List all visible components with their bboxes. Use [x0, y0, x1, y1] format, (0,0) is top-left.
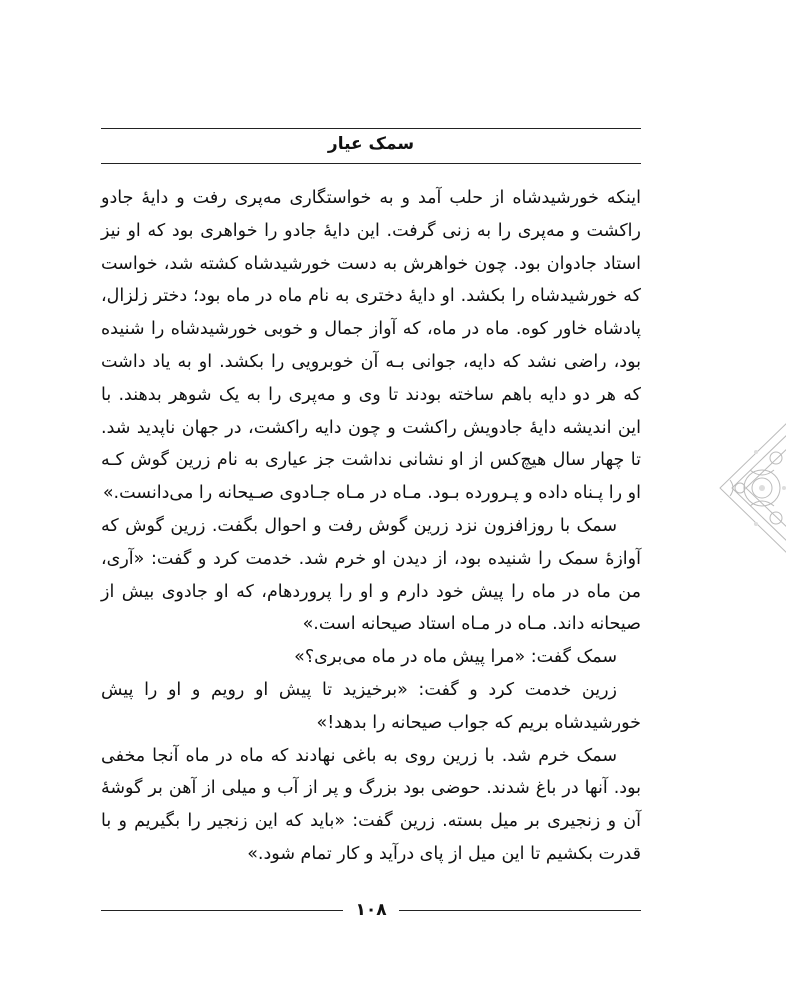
- header-top-rule: [101, 128, 641, 129]
- running-header-title: سمک عیار: [327, 134, 415, 154]
- footer-right-rule: [399, 910, 641, 911]
- decorative-ornament-icon: [700, 418, 786, 558]
- header-bottom-rule: [101, 163, 641, 164]
- page-footer: [101, 898, 641, 922]
- paragraph-4: زرین خدمت کرد و گفت: «برخیزید تا پیش او رویم و او را پیش خورشیدشاه بریم که جواب صیحانه را بدهد!»: [101, 679, 641, 733]
- paragraph-1: اینکه خورشیدشاه از حلب آمد و به خواستگاری مه‌پری رفت و دایهٔ جادو راکشت و مه‌پری را به زنی گرفت. این دایهٔ جادو را خواهری بود که او نیز استاد جادوان بود. چون خواهرش به دست خورشیدشاه کشته شد، خواست که خورشیدشاه را بکشد. او دایهٔ دختری به نام ماه در ماه بود؛ دختر زلزال، پادشاه خاور کوه. ماه در ماه، که آواز جمال و خوبی خورشیدشاه را شنیده بود، راضی نشد که دایه، جوانی بـه آن خوبرویی را بکشد. او به یاد داشت که هر دو دایه باهم ساخته بودند تا وی و مه‌پری را به یک شوهر بدهند. با این اندیشه دایهٔ جادویش راکشت و چون دایه راکشت، در جهان ناپدید شد. تا چهار سال هیچ‌کس از او نشانی نداشت جز عیاری به نام زرین گوش کـه او را پـناه داده و پـرورده بـود. مـاه در مـاه جـادوی صـیحانه را می‌دانست.»: [101, 188, 641, 504]
- footer-left-rule: [101, 910, 343, 911]
- page-number: ۱۰۸: [355, 900, 387, 920]
- page-body: [101, 182, 641, 871]
- paragraph-2: سمک با روزافزون نزد زرین گوش رفت و احوال بگفت. زرین گوش که آوازهٔ سمک را شنیده بود، از دیدن او خرم شد. خدمت کرد و گفت: «آری، من ماه در ماه را پیش خود دارم و او را پروردهام، که او جادوی بیش از صیحانه داند. مـاه در مـاه استاد صیحانه است.»: [101, 515, 641, 635]
- paragraph-3: سمک گفت: «مرا پیش ماه در ماه می‌بری؟»: [294, 647, 617, 668]
- paragraph-5: سمک خرم شد. با زرین روی به باغی نهادند که ماه در ماه آنجا مخفی بود. آنها در باغ شدند. حوضی بود بزرگ و پر از آب و میلی از آهن بر گوشهٔ آن و زنجیری بر میل بسته. زرین گفت: «باید که این زنجیر را بگیریم و با قدرت بکشیم تا این میل از پای درآید و کار تمام شود.»: [101, 745, 641, 864]
